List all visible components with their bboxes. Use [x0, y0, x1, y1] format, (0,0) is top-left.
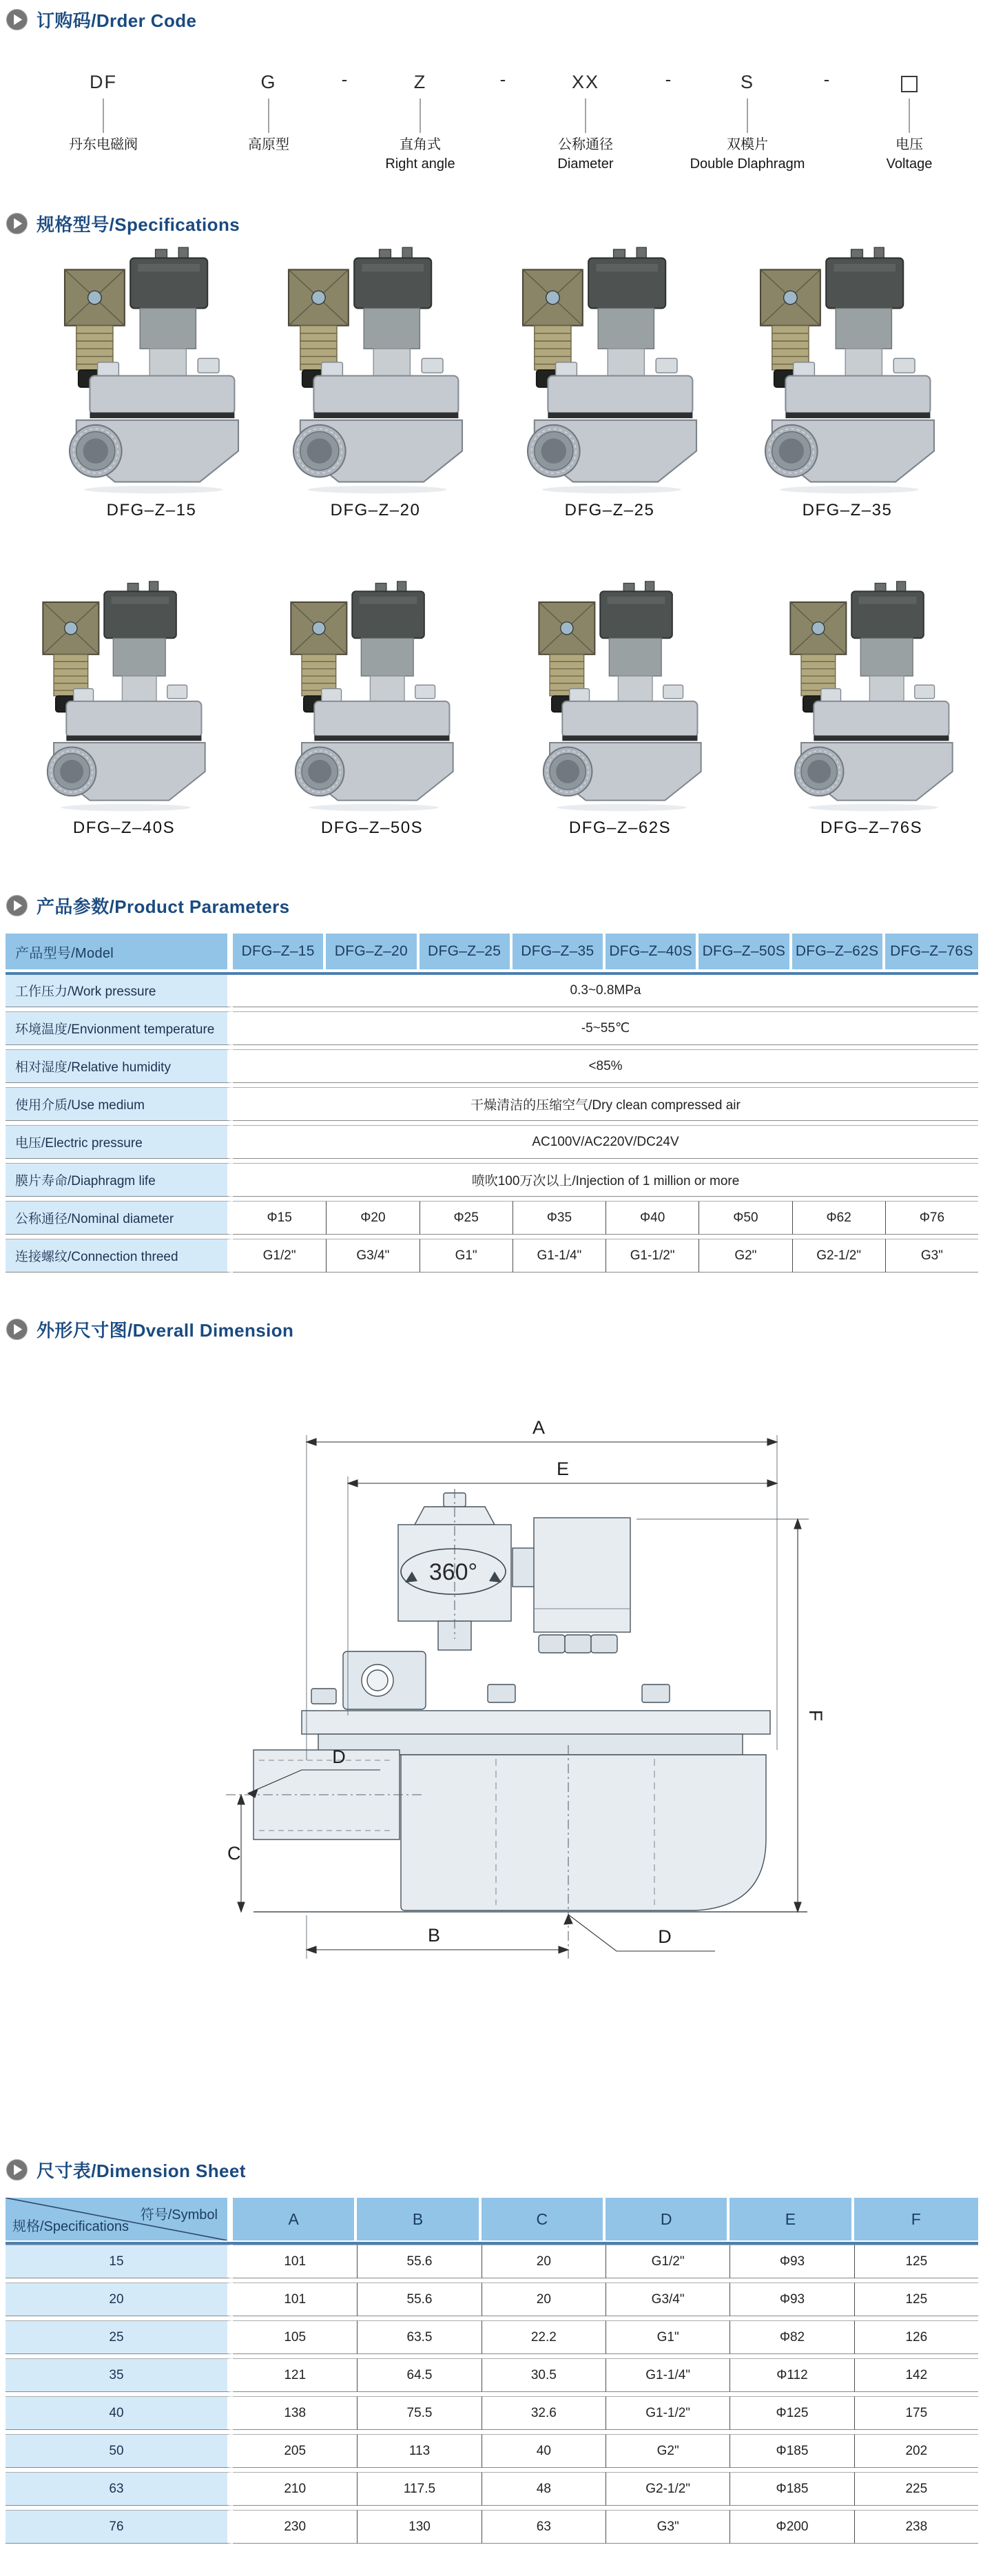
product-model-label: DFG–Z–25	[564, 501, 655, 519]
row-label-cell: 公称通径/Nominal diameter	[6, 1201, 233, 1235]
section-title: 外形尺寸图/Dverall Dimension	[37, 1320, 294, 1341]
order-code-separator: -	[665, 69, 672, 90]
column-header: D	[606, 2198, 730, 2240]
table-row	[6, 2320, 978, 2354]
row-value-cell: G3/4"	[326, 1239, 419, 1272]
order-code-meaning	[557, 135, 613, 174]
order-code-meaning-cn: 高原型	[248, 137, 289, 152]
valve-photo	[269, 579, 475, 813]
table-row	[6, 1049, 978, 1083]
column-header-model: 产品型号/Model	[6, 934, 233, 969]
order-code-connector	[420, 99, 421, 133]
value-cell: 105	[233, 2320, 357, 2354]
corner-header-cell	[6, 2198, 233, 2240]
section-title: 尺寸表/Dimension Sheet	[37, 2161, 246, 2181]
table-row	[6, 973, 978, 1007]
spec-cell: 25	[6, 2320, 233, 2354]
value-cell: 117.5	[357, 2472, 481, 2506]
dim-label-a: A	[532, 1417, 546, 1438]
value-cell: 101	[233, 2283, 357, 2316]
column-header: DFG–Z–76S	[885, 934, 978, 969]
row-value-cell: -5~55℃	[233, 1011, 978, 1045]
column-header: DFG–Z–20	[326, 934, 419, 969]
rotation-label: 360°	[428, 1559, 478, 1585]
product-card	[279, 245, 472, 520]
valve-outline	[253, 1493, 770, 1910]
value-cell: 205	[233, 2434, 357, 2468]
row-value-cell: AC100V/AC220V/DC24V	[233, 1125, 978, 1159]
order-code-connector	[103, 99, 104, 133]
order-code-part: Z	[413, 72, 427, 92]
product-model-label: DFG–Z–20	[330, 501, 421, 519]
order-code-part: XX	[571, 72, 600, 92]
column-header: DFG–Z–35	[513, 934, 606, 969]
value-cell: 113	[357, 2434, 481, 2468]
order-code-meaning-cn: 丹东电磁阀	[69, 137, 138, 152]
row-value-cell: <85%	[233, 1049, 978, 1083]
order-code-separator: -	[823, 69, 830, 90]
value-cell: 75.5	[357, 2396, 481, 2430]
section-header-specifications	[6, 211, 240, 236]
value-cell: G1-1/4"	[606, 2358, 730, 2392]
row-value-cell: G1-1/4"	[513, 1239, 606, 1272]
spec-cell: 40	[6, 2396, 233, 2430]
valve-photo	[279, 245, 472, 495]
dim-label-c: C	[227, 1843, 241, 1864]
dim-label-d-outlet: D	[658, 1926, 672, 1947]
column-header: C	[482, 2198, 606, 2240]
spec-cell: 20	[6, 2283, 233, 2316]
section-title: 产品参数/Product Parameters	[37, 896, 290, 917]
row-value-cell: G2-1/2"	[792, 1239, 885, 1272]
play-icon	[6, 2158, 28, 2181]
product-card	[517, 579, 723, 838]
product-model-label: DFG–Z–76S	[820, 818, 923, 837]
order-code-meaning	[690, 135, 805, 174]
section-title: 规格型号/Specifications	[37, 214, 240, 235]
product-model-label: DFG–Z–40S	[72, 818, 176, 837]
order-code-meaning-en: Double Dlaphragm	[690, 156, 805, 172]
table-row	[6, 2510, 978, 2544]
value-cell: 22.2	[482, 2320, 606, 2354]
column-header: E	[730, 2198, 853, 2240]
product-card	[21, 579, 227, 838]
row-label-cell: 环境温度/Envionment temperature	[6, 1011, 233, 1045]
row-label-cell: 使用介质/Use medium	[6, 1087, 233, 1121]
spec-cell: 63	[6, 2472, 233, 2506]
value-cell: Φ93	[730, 2283, 853, 2316]
value-cell: Φ112	[730, 2358, 853, 2392]
order-code-meaning	[69, 135, 138, 154]
value-cell: 40	[482, 2434, 606, 2468]
spec-cell: 50	[6, 2434, 233, 2468]
value-cell: 142	[854, 2358, 978, 2392]
value-cell: Φ125	[730, 2396, 853, 2430]
value-cell: 30.5	[482, 2358, 606, 2392]
value-cell: Φ185	[730, 2472, 853, 2506]
row-value-cell: Φ15	[233, 1201, 326, 1235]
table-row	[6, 1125, 978, 1159]
value-cell: 125	[854, 2283, 978, 2316]
value-cell: G2"	[606, 2434, 730, 2468]
row-value-cell: 喷吹100万次以上/Injection of 1 million or more	[233, 1163, 978, 1197]
spec-cell: 76	[6, 2510, 233, 2544]
product-parameters-table	[6, 929, 978, 1277]
order-code-part: G	[260, 72, 277, 92]
table-row	[6, 2283, 978, 2316]
order-code-separator: -	[499, 69, 506, 90]
value-cell: 101	[233, 2245, 357, 2278]
value-cell: 238	[854, 2510, 978, 2544]
value-cell: G3/4"	[606, 2283, 730, 2316]
row-value-cell: Φ50	[699, 1201, 791, 1235]
table-row	[6, 2245, 978, 2278]
section-header-overall-dimension	[6, 1317, 293, 1342]
valve-photo	[55, 245, 248, 495]
value-cell: 63.5	[357, 2320, 481, 2354]
column-header: DFG–Z–40S	[606, 934, 699, 969]
value-cell: 20	[482, 2283, 606, 2316]
table-header-band	[6, 972, 978, 975]
section-header-parameters	[6, 893, 290, 918]
value-cell: Φ82	[730, 2320, 853, 2354]
table-header-row	[6, 934, 978, 969]
table-row	[6, 2358, 978, 2392]
value-cell: 130	[357, 2510, 481, 2544]
product-card	[55, 245, 248, 520]
table-row	[6, 1011, 978, 1045]
column-header: DFG–Z–50S	[699, 934, 791, 969]
row-label-cell: 相对湿度/Relative humidity	[6, 1049, 233, 1083]
order-code-voltage-box	[901, 76, 918, 92]
play-icon	[6, 1318, 28, 1341]
value-cell: 138	[233, 2396, 357, 2430]
order-code-meaning-cn: 公称通径	[557, 137, 613, 152]
dimension-sheet-table	[6, 2194, 978, 2548]
play-icon	[6, 212, 28, 235]
product-model-label: DFG–Z–50S	[320, 818, 424, 837]
value-cell: 126	[854, 2320, 978, 2354]
valve-photo	[751, 245, 944, 495]
product-card	[269, 579, 475, 838]
table-header-row	[6, 2198, 978, 2240]
order-code-meaning-cn: 直角式	[400, 137, 441, 152]
product-card	[751, 245, 944, 520]
value-cell: 32.6	[482, 2396, 606, 2430]
table-row	[6, 2472, 978, 2506]
row-label-cell: 工作压力/Work pressure	[6, 973, 233, 1007]
column-header: DFG–Z–15	[233, 934, 326, 969]
dimension-drawing	[220, 1402, 827, 2008]
dim-label-e: E	[556, 1459, 570, 1479]
order-code-part: S	[740, 72, 755, 92]
table-row	[6, 1201, 978, 1235]
row-value-cell: Φ76	[885, 1201, 978, 1235]
value-cell: 48	[482, 2472, 606, 2506]
value-cell: G1/2"	[606, 2245, 730, 2278]
valve-photo	[517, 579, 723, 813]
value-cell: 63	[482, 2510, 606, 2544]
value-cell: Φ93	[730, 2245, 853, 2278]
order-code-meaning	[385, 135, 455, 174]
corner-label-specifications: 规格/Specifications	[12, 2219, 129, 2234]
column-header: DFG–Z–62S	[792, 934, 885, 969]
valve-photo	[768, 579, 975, 813]
row-value-cell: G2"	[699, 1239, 791, 1272]
column-header: DFG–Z–25	[420, 934, 513, 969]
value-cell: 55.6	[357, 2283, 481, 2316]
table-header-band	[6, 2242, 978, 2245]
row-value-cell: G1/2"	[233, 1239, 326, 1272]
value-cell: 55.6	[357, 2245, 481, 2278]
row-label-cell: 连接螺纹/Connection threed	[6, 1239, 233, 1272]
order-code-meaning-cn: 电压	[895, 137, 923, 152]
value-cell: G3"	[606, 2510, 730, 2544]
table-row	[6, 2434, 978, 2468]
product-card	[513, 245, 706, 520]
order-code-connector	[747, 99, 748, 133]
row-value-cell: G1-1/2"	[606, 1239, 699, 1272]
dim-label-b: B	[427, 1925, 441, 1946]
column-header: A	[233, 2198, 357, 2240]
value-cell: G2-1/2"	[606, 2472, 730, 2506]
order-code-separator: -	[341, 69, 348, 90]
row-value-cell: Φ25	[420, 1201, 513, 1235]
value-cell: 121	[233, 2358, 357, 2392]
row-value-cell: Φ40	[606, 1201, 699, 1235]
value-cell: 64.5	[357, 2358, 481, 2392]
value-cell: G1"	[606, 2320, 730, 2354]
value-cell: 230	[233, 2510, 357, 2544]
row-value-cell: G3"	[885, 1239, 978, 1272]
product-model-label: DFG–Z–62S	[568, 818, 672, 837]
row-label-cell: 电压/Electric pressure	[6, 1125, 233, 1159]
valve-photo	[513, 245, 706, 495]
table-row	[6, 2396, 978, 2430]
value-cell: Φ185	[730, 2434, 853, 2468]
table-row	[6, 1163, 978, 1197]
table-row	[6, 1087, 978, 1121]
value-cell: 125	[854, 2245, 978, 2278]
column-header: B	[357, 2198, 481, 2240]
row-value-cell: Φ20	[326, 1201, 419, 1235]
product-model-label: DFG–Z–35	[802, 501, 893, 519]
spec-cell: 15	[6, 2245, 233, 2278]
value-cell: 210	[233, 2472, 357, 2506]
product-model-label: DFG–Z–15	[106, 501, 197, 519]
dim-label-f: F	[805, 1709, 826, 1722]
value-cell: Φ200	[730, 2510, 853, 2544]
spec-cell: 35	[6, 2358, 233, 2392]
valve-photo	[21, 579, 227, 813]
order-code-connector	[909, 99, 910, 133]
order-code-meaning-en: Diameter	[557, 156, 614, 172]
play-icon	[6, 894, 28, 917]
value-cell: 175	[854, 2396, 978, 2430]
value-cell: 225	[854, 2472, 978, 2506]
row-value-cell: G1"	[420, 1239, 513, 1272]
order-code-diagram	[0, 0, 983, 207]
row-label-cell: 膜片寿命/Diaphragm life	[6, 1163, 233, 1197]
value-cell: 20	[482, 2245, 606, 2278]
section-title: 订购码/Drder Code	[37, 10, 197, 31]
row-value-cell: 干燥清洁的压缩空气/Dry clean compressed air	[233, 1087, 978, 1121]
order-code-meaning-en: Voltage	[886, 156, 933, 172]
row-value-cell: 0.3~0.8MPa	[233, 973, 978, 1007]
row-value-cell: Φ35	[513, 1201, 606, 1235]
corner-label-symbol: 符号/Symbol	[140, 2207, 218, 2223]
order-code-meaning-cn: 双模片	[726, 137, 768, 152]
order-code-meaning	[248, 135, 289, 154]
order-code-part: DF	[90, 72, 117, 92]
value-cell: G1-1/2"	[606, 2396, 730, 2430]
table-row	[6, 1239, 978, 1272]
product-card	[768, 579, 975, 838]
order-code-meaning-en: Right angle	[385, 156, 455, 172]
order-code-meaning	[887, 135, 933, 174]
column-header: F	[854, 2198, 978, 2240]
value-cell: 202	[854, 2434, 978, 2468]
row-value-cell: Φ62	[792, 1201, 885, 1235]
dim-label-d-inlet: D	[332, 1746, 346, 1767]
section-header-dimension-sheet	[6, 2157, 246, 2183]
